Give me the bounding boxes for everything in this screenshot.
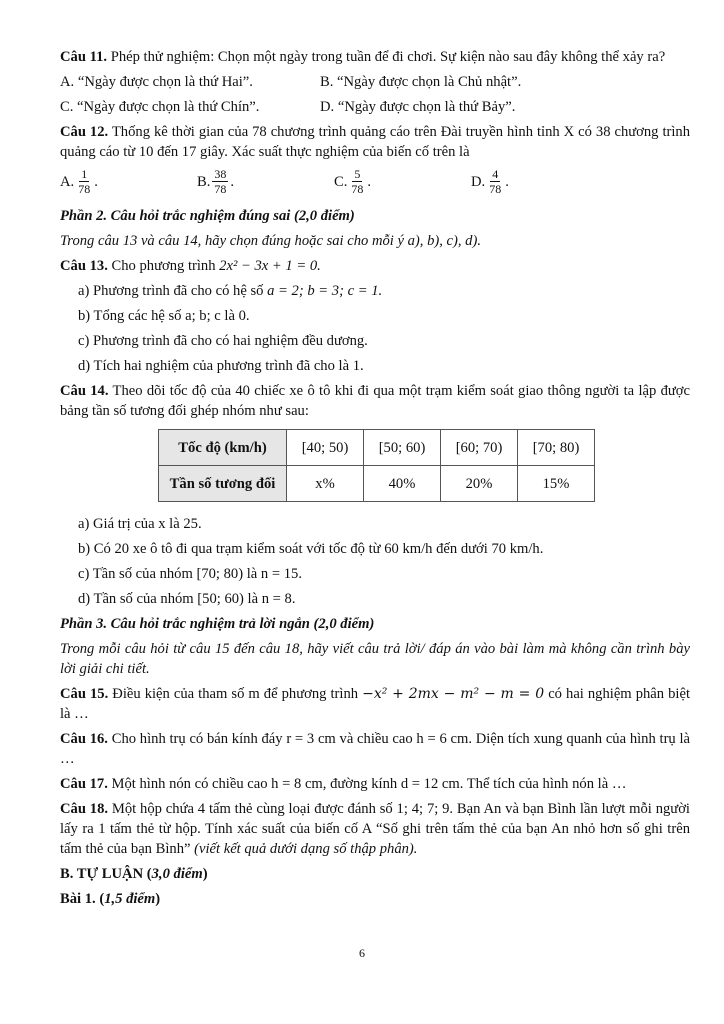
table-row bbox=[159, 430, 595, 466]
denominator: 78 bbox=[78, 182, 91, 196]
statement-d: d) Tần số của nhóm [50; 60) là n = 8. bbox=[78, 591, 296, 607]
option-a: A. “Ngày được chọn là thứ Hai”. bbox=[60, 74, 253, 90]
table-cell: [60; 70) bbox=[441, 430, 518, 466]
question-text: Một hình nón có chiều cao h = 8 cm, đường kính d = 12 cm. Thể tích của hình nón là … bbox=[111, 776, 627, 792]
part-b-title bbox=[60, 864, 690, 884]
question-label: Câu 13. bbox=[60, 258, 108, 274]
option-c: C. “Ngày được chọn là thứ Chín”. bbox=[60, 99, 260, 115]
fraction bbox=[76, 167, 92, 196]
statement-d: d) Tích hai nghiệm của phương trình đã cho là 1. bbox=[78, 358, 364, 374]
exam-page bbox=[60, 47, 690, 914]
page-number: 6 bbox=[359, 946, 365, 960]
part-2-title: Phần 2. Câu hỏi trắc nghiệm đúng sai (2,0 điểm) bbox=[60, 208, 355, 224]
option-letter: B. bbox=[197, 173, 211, 190]
options-row bbox=[60, 97, 690, 117]
question-text: có hai nghiệm phân biệt là … bbox=[60, 686, 690, 722]
numerator: 38 bbox=[214, 167, 227, 181]
option-d: D. $\frac{4}{78}$ . bbox=[471, 167, 509, 196]
statement-b: b) Có 20 xe ô tô đi qua trạm kiểm soát với tốc độ từ 60 km/h đến dưới 70 km/h. bbox=[78, 541, 544, 557]
part-3-title: Phần 3. Câu hỏi trắc nghiệm trả lời ngắn (2,0 điểm) bbox=[60, 616, 375, 632]
statement-c: c) Phương trình đã cho có hai nghiệm đều dương. bbox=[78, 333, 368, 349]
statement-a bbox=[60, 281, 690, 301]
bai-1-title bbox=[60, 889, 690, 909]
question-note: (viết kết quả dưới dạng số thập phân). bbox=[194, 841, 418, 857]
fraction bbox=[487, 167, 503, 196]
option-b: B. “Ngày được chọn là Chủ nhật”. bbox=[320, 74, 522, 90]
table-row bbox=[159, 466, 595, 502]
fraction bbox=[212, 167, 228, 196]
section-points: 3,0 điểm bbox=[151, 866, 203, 882]
table-header: Tốc độ (km/h) bbox=[159, 430, 287, 466]
question-text: Điều kiện của tham số m để phương trình bbox=[112, 686, 359, 702]
option-letter: D. bbox=[471, 173, 486, 190]
statement-a: a) Giá trị của x là 25. bbox=[78, 516, 202, 532]
option-b: B. $\frac{38}{78}$ . bbox=[197, 167, 235, 196]
option-d: D. “Ngày được chọn là thứ Bảy”. bbox=[320, 99, 516, 115]
question-label: Câu 12. bbox=[60, 124, 109, 140]
options-row bbox=[60, 72, 690, 92]
question-18 bbox=[60, 799, 690, 859]
table-header: Tần số tương đối bbox=[159, 466, 287, 502]
numerator: 1 bbox=[81, 167, 88, 181]
option-c: C. $\frac{5}{78}$ . bbox=[334, 167, 372, 196]
frequency-table bbox=[158, 429, 595, 502]
question-text: Thống kê thời gian của 78 chương trình quảng cáo trên Đài truyền hình tỉnh X có 38 chương trình quảng cáo từ 10 đến 17 giây. Xác suất thực nghiệm của biến cố trên là bbox=[60, 124, 691, 160]
table-cell: 15% bbox=[518, 466, 595, 502]
statement-text: a) Phương trình đã cho có hệ số bbox=[78, 283, 264, 299]
table-cell: [40; 50) bbox=[287, 430, 364, 466]
question-text: Cho phương trình bbox=[111, 258, 216, 274]
denominator: 78 bbox=[214, 182, 227, 196]
part-2-instructions: Trong câu 13 và câu 14, hãy chọn đúng hoặc sai cho mỗi ý a), b), c), d). bbox=[60, 233, 481, 249]
question-13 bbox=[60, 256, 690, 276]
option-letter: C. bbox=[334, 173, 348, 190]
table-cell: 20% bbox=[441, 466, 518, 502]
question-label: Câu 16. bbox=[60, 731, 108, 747]
section-title: B. TỰ LUẬN ( bbox=[60, 866, 152, 882]
part-3-instructions: Trong mỗi câu hỏi từ câu 15 đến câu 18, hãy viết câu trả lời/ đáp án vào bài làm mà không cần trình bày lời giải chi tiết. bbox=[60, 641, 690, 677]
question-text: Một hộp chứa 4 tấm thẻ cùng loại được đánh số 1; 4; 7; 9. Bạn An và bạn Bình lần lượt mỗi người lấy ra 1 tấm thẻ từ hộp. Tính xác suất của biến cố A “Số ghi trên tấm thẻ của bạn An nhỏ hơn số ghi trên tấm thẻ của bạn Bình” bbox=[60, 801, 690, 857]
equation: −x² + 2mx − m² − m = 0 bbox=[362, 686, 545, 702]
question-label: Câu 14. bbox=[60, 383, 109, 399]
question-14 bbox=[60, 381, 690, 421]
question-15 bbox=[60, 684, 690, 724]
table-cell: 40% bbox=[364, 466, 441, 502]
statement-c: c) Tần số của nhóm [70; 80) là n = 15. bbox=[78, 566, 302, 582]
question-17 bbox=[60, 774, 690, 794]
section-title: Bài 1. ( bbox=[60, 891, 105, 907]
question-text: Theo dõi tốc độ của 40 chiếc xe ô tô khi đi qua một trạm kiểm soát giao thông người ta lập được bảng tần số tương đối ghép nhóm như sau: bbox=[60, 383, 690, 419]
option-a: A. $\frac{1}{78}$ . bbox=[60, 167, 98, 196]
question-text: Cho hình trụ có bán kính đáy r = 3 cm và chiều cao h = 6 cm. Diện tích xung quanh của hình trụ là … bbox=[60, 731, 691, 767]
option-letter: A. bbox=[60, 173, 75, 190]
question-16 bbox=[60, 729, 690, 769]
numerator: 4 bbox=[492, 167, 499, 181]
denominator: 78 bbox=[489, 182, 502, 196]
statement-math: a = 2; b = 3; c = 1. bbox=[267, 283, 383, 299]
question-text: Phép thử nghiệm: Chọn một ngày trong tuần để đi chơi. Sự kiện nào sau đây không thể xảy ra? bbox=[110, 49, 666, 65]
statement-b: b) Tổng các hệ số a; b; c là 0. bbox=[78, 308, 250, 324]
question-label: Câu 18. bbox=[60, 801, 109, 817]
denominator: 78 bbox=[351, 182, 364, 196]
section-close: ) bbox=[155, 891, 161, 907]
section-close: ) bbox=[202, 866, 208, 882]
table-cell: [70; 80) bbox=[518, 430, 595, 466]
section-points: 1,5 điểm bbox=[104, 891, 156, 907]
question-label: Câu 17. bbox=[60, 776, 108, 792]
question-label: Câu 11. bbox=[60, 49, 108, 65]
question-label: Câu 15. bbox=[60, 686, 109, 702]
fraction bbox=[349, 167, 365, 196]
equation: 2x² − 3x + 1 = 0. bbox=[219, 258, 321, 274]
question-12 bbox=[60, 122, 690, 162]
table-cell: [50; 60) bbox=[364, 430, 441, 466]
question-11 bbox=[60, 47, 690, 67]
numerator: 5 bbox=[354, 167, 361, 181]
options-row bbox=[60, 167, 690, 196]
table-cell: x% bbox=[287, 466, 364, 502]
